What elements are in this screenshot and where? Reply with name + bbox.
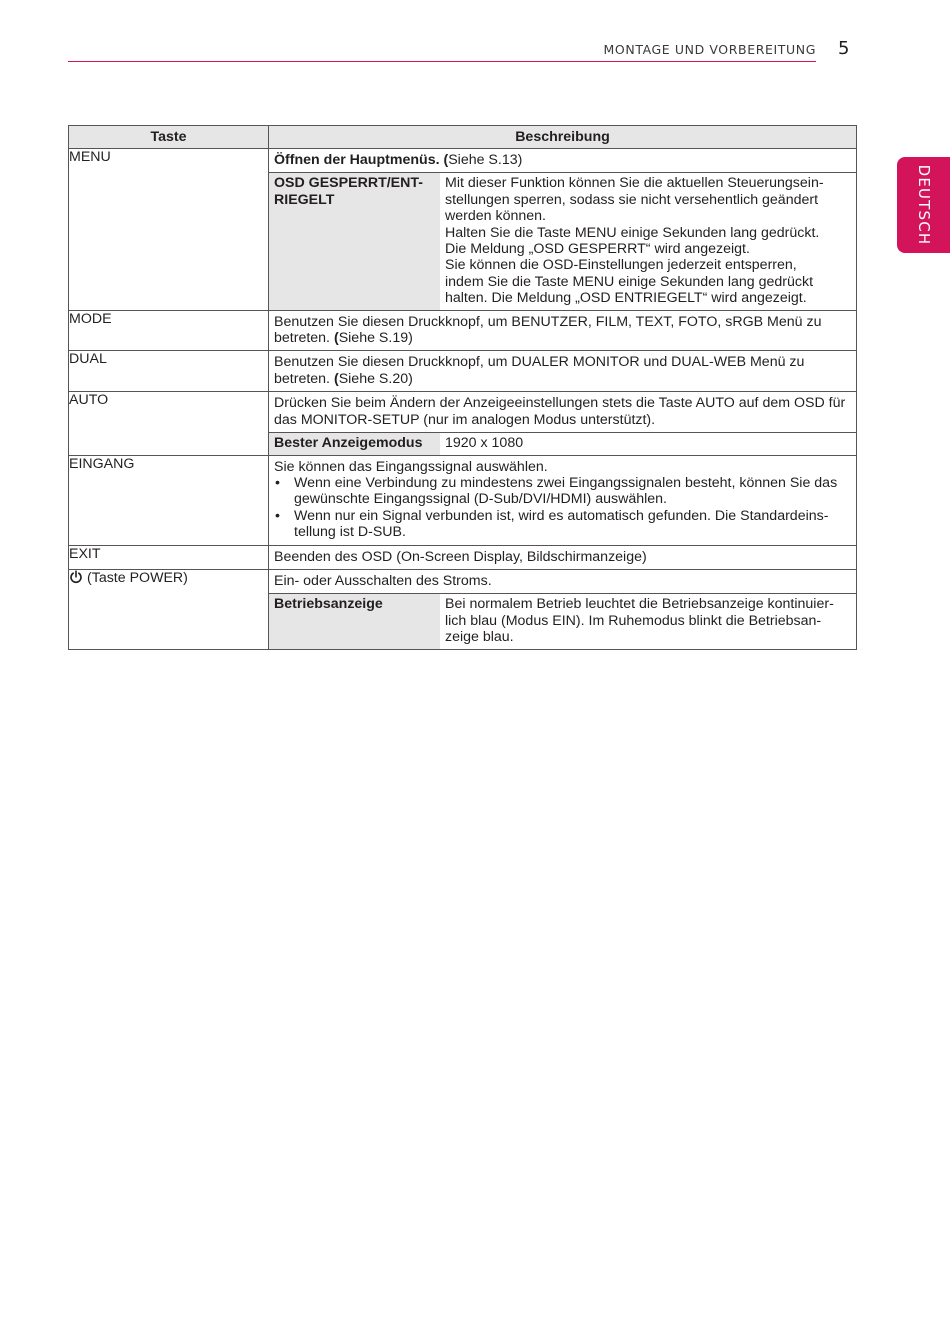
table-row — [69, 392, 857, 455]
osd-lock-line: Mit dieser Funktion können Sie die aktuellen Steuerungsein- — [445, 175, 824, 192]
key-exit: EXIT — [69, 545, 269, 569]
desc-eingang — [269, 455, 857, 545]
table-row — [69, 569, 857, 649]
desc-auto — [269, 392, 857, 455]
list-item: • Wenn eine Verbindung zu mindestens zwei Eingangssignalen besteht, können Sie das gewünschte Eingangssignal (D-Sub/DVI/HDMI) auswählen. — [274, 475, 851, 508]
column-header-taste: Taste — [69, 126, 269, 149]
dual-desc-text: Benutzen Sie diesen Druckknopf, um DUALER MONITOR und DUAL-WEB Menü zu betreten. (Siehe S.20) — [274, 354, 805, 387]
sub-row-best-mode — [269, 432, 856, 454]
osd-lock-line: Sie können die OSD-Einstellungen jederzeit entsperren, — [445, 257, 797, 274]
table-header-row — [69, 126, 857, 149]
button-description-table — [68, 125, 857, 650]
header-divider — [68, 61, 816, 62]
running-header: MONTAGE UND VORBEREITUNG — [603, 42, 816, 57]
language-tab — [897, 157, 950, 253]
osd-lock-line: indem Sie die Taste MENU einige Sekunden lang gedrückt — [445, 273, 814, 290]
key-power-label: (Taste POWER) — [87, 569, 188, 586]
power-indicator-line: Bei normalem Betrieb leuchtet die Betriebsanzeige kontinuier- — [445, 596, 834, 613]
list-item: • Wenn nur ein Signal verbunden ist, wird es automatisch gefunden. Die Standardeins-tellung ist D-SUB. — [274, 508, 851, 541]
table-row — [69, 149, 857, 311]
exit-desc-text: Beenden des OSD (On-Screen Display, Bildschirmanzeige) — [274, 548, 647, 565]
sub-val-power-indicator — [440, 594, 856, 648]
power-indicator-line: lich blau (Modus EIN). Im Ruhemodus blinkt die Betriebsan- — [445, 612, 822, 629]
eingang-desc-text: Sie können das Eingangssignal auswählen. — [274, 458, 548, 475]
sub-key-best-mode: Bester Anzeigemodus — [269, 433, 440, 454]
desc-dual — [269, 351, 857, 392]
osd-lock-line: halten. Die Meldung „OSD ENTRIEGELT“ wird angezeigt. — [445, 290, 807, 307]
desc-exit — [269, 545, 857, 569]
sub-row-power-indicator — [269, 593, 856, 648]
sub-key-osd-lock-text: OSD GESPERRT/ENT-RIEGELT — [274, 175, 423, 208]
key-auto: AUTO — [69, 392, 269, 455]
sub-key-power-indicator: Betriebsanzeige — [269, 594, 440, 648]
osd-lock-line: werden können. — [445, 208, 546, 225]
table-row — [69, 545, 857, 569]
table-row — [69, 455, 857, 545]
column-header-beschreibung: Beschreibung — [269, 126, 857, 149]
osd-lock-line: Halten Sie die Taste MENU einige Sekunden lang gedrückt. — [445, 224, 820, 241]
auto-desc-text: Drücken Sie beim Ändern der Anzeigeeinstellungen stets die Taste AUTO auf dem OSD für das MONITOR-SETUP (nur im analogen Modus unterstützt). — [274, 395, 846, 428]
menu-desc-text: Öffnen der Hauptmenüs. (Siehe S.13) — [274, 152, 523, 168]
table-row — [69, 351, 857, 392]
power-desc-text: Ein- oder Ausschalten des Stroms. — [274, 572, 492, 589]
osd-lock-line: Die Meldung „OSD GESPERRT“ wird angezeigt. — [445, 241, 750, 258]
sub-key-osd-lock — [269, 173, 440, 309]
page-number: 5 — [838, 38, 850, 59]
language-tab-label: DEUTSCH — [914, 164, 933, 246]
sub-row-osd-lock — [269, 172, 856, 309]
power-icon — [69, 570, 83, 588]
key-dual: DUAL — [69, 351, 269, 392]
key-mode: MODE — [69, 310, 269, 351]
desc-menu — [269, 149, 857, 311]
eingang-bullet-list — [274, 475, 851, 541]
sub-val-osd-lock — [440, 173, 856, 309]
key-menu: MENU — [69, 149, 269, 311]
osd-lock-line: stellungen sperren, sodass sie nicht versehentlich geändert — [445, 191, 819, 208]
key-power — [69, 569, 269, 649]
eingang-desc — [269, 456, 856, 545]
power-indicator-line: zeige blau. — [445, 629, 514, 646]
desc-mode — [269, 310, 857, 351]
key-eingang: EINGANG — [69, 455, 269, 545]
table-row — [69, 310, 857, 351]
mode-desc-text: Benutzen Sie diesen Druckknopf, um BENUTZER, FILM, TEXT, FOTO, sRGB Menü zu betreten. (Siehe S.19) — [274, 313, 822, 347]
desc-power — [269, 569, 857, 649]
sub-val-best-mode: 1920 x 1080 — [445, 435, 524, 452]
